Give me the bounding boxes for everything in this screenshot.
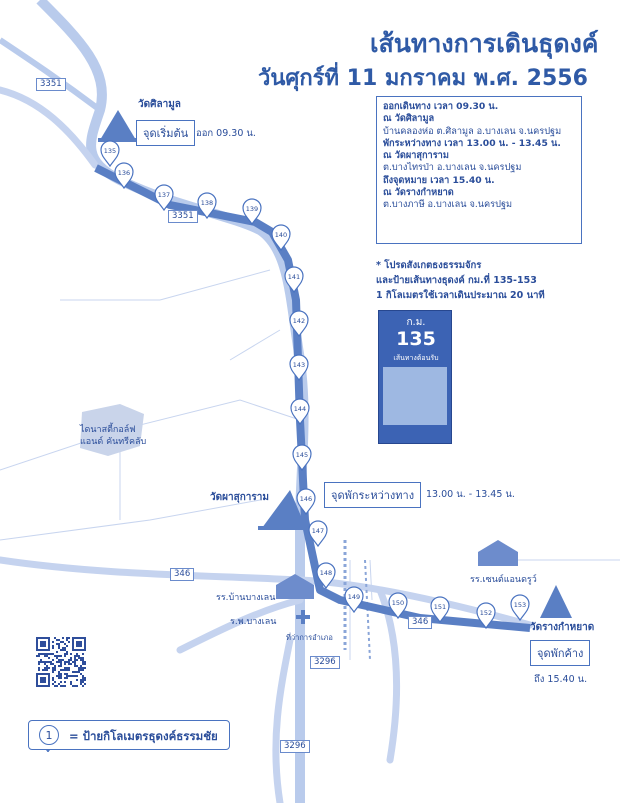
km-marker-label: 141 [287, 273, 301, 281]
poster-km-label: ก.ม. [406, 317, 426, 328]
road-sign-3351-b: 3351 [168, 210, 198, 223]
km-marker-label: 140 [274, 231, 288, 239]
km-marker-label: 146 [299, 495, 313, 503]
poster-photo [383, 367, 447, 425]
schedule-line: บ้านคลองห่อ ต.ศิลามูล อ.บางเลน จ.นครปฐม [383, 125, 562, 137]
km-marker-label: 145 [295, 451, 309, 459]
km-marker-label: 139 [245, 205, 259, 213]
schedule-line: ณ วัดผาสุการาม [383, 150, 449, 162]
km-marker-label: 147 [311, 527, 325, 535]
poster-caption: เส้นทางต้อนรับ [393, 354, 439, 362]
km-marker-label: 135 [103, 147, 117, 155]
start-temple-label: วัดศิลามูล [138, 99, 181, 110]
schedule-line: ต.บางภาษี อ.บางเลน จ.นครปฐม [383, 199, 513, 211]
km-marker [511, 595, 529, 620]
km-marker-label: 150 [391, 599, 405, 607]
end-temple-label: วัดรางกำหยาด [530, 622, 595, 633]
km-marker-label: 142 [292, 317, 306, 325]
km-marker-label: 153 [513, 601, 527, 609]
school-bangalen-label: รร.บ้านบางเลน [216, 593, 276, 603]
schedule-line: ณ วัดรางกำหยาด [383, 187, 454, 199]
note-line-3: 1 กิโลเมตรใช้เวลาเดินประมาณ 20 นาที [376, 290, 545, 301]
km-marker-label: 151 [433, 603, 447, 611]
km-marker-label: 144 [293, 405, 307, 413]
km-marker-label: 138 [200, 199, 214, 207]
poster-km-number: 135 [396, 328, 436, 350]
golf-label: ไดนาสตี้กอล์ฟ แอนด์ คันทรีคลับ [80, 425, 147, 447]
km-marker-label: 136 [117, 169, 131, 177]
legend-sample-marker: 1 [39, 725, 59, 745]
map-date: วันศุกร์ที่ 11 มกราคม พ.ศ. 2556 [258, 66, 588, 91]
start-time: ออก 09.30 น. [196, 128, 256, 139]
end-time: ถึง 15.40 น. [534, 674, 588, 685]
schedule-line: ออกเดินทาง เวลา 09.30 น. [383, 101, 499, 112]
schedule-line: พักระหว่างทาง เวลา 13.00 น. - 13.45 น. [383, 137, 561, 149]
note-line-2: และป้ายเส้นทางธุดงค์ กม.ที่ 135-153 [376, 275, 537, 286]
road-sign-346-b: 346 [408, 616, 432, 629]
road-3351-west [0, 90, 95, 165]
km-marker [101, 141, 119, 166]
map-title: เส้นทางการเดินธุดงค์ [370, 29, 599, 58]
road-sign-3296-a: 3296 [310, 656, 340, 669]
schedule-line: ถึงจุดหมาย เวลา 15.40 น. [383, 174, 495, 186]
schedule-box [376, 96, 582, 244]
km-marker [293, 445, 311, 470]
night-callout: จุดพักค้าง [530, 640, 590, 666]
rest-temple-label: วัดผาสุการาม [210, 492, 269, 503]
km-marker-label: 152 [479, 609, 493, 617]
rest-time: 13.00 น. - 13.45 น. [426, 489, 515, 500]
km-marker-label: 148 [319, 569, 333, 577]
note-line-1: * โปรดสังเกตธงธรรมจักร [376, 260, 482, 271]
qr-code [36, 637, 86, 687]
legend-box [28, 720, 230, 750]
hospital-label: ร.พ.บางเลน [230, 617, 277, 627]
start-callout: จุดเริ่มต้น [136, 120, 195, 146]
school-standrews-label: รร.เซนต์แอนดรูว์ [470, 575, 537, 585]
legend-text: = ป้ายกิโลเมตรธุดงค์ธรรมชัย [69, 729, 218, 743]
km-sign-poster [378, 310, 452, 444]
schedule-line: ณ วัดศิลามูล [383, 113, 435, 125]
district-office-label: ที่ว่าการอำเภอ [286, 633, 333, 642]
road-sign-3296-b: 3296 [280, 740, 310, 753]
km-marker-label: 143 [292, 361, 306, 369]
rest-callout: จุดพักระหว่างทาง [324, 482, 421, 508]
schedule-line: ต.บางไทรป่า อ.บางเลน จ.นครปฐม [383, 162, 522, 174]
road-3296 [276, 640, 290, 803]
km-marker-label: 137 [157, 191, 171, 199]
road-sign-346-a: 346 [170, 568, 194, 581]
road-sign-3351-a: 3351 [36, 78, 66, 91]
km-marker-label: 149 [347, 593, 361, 601]
